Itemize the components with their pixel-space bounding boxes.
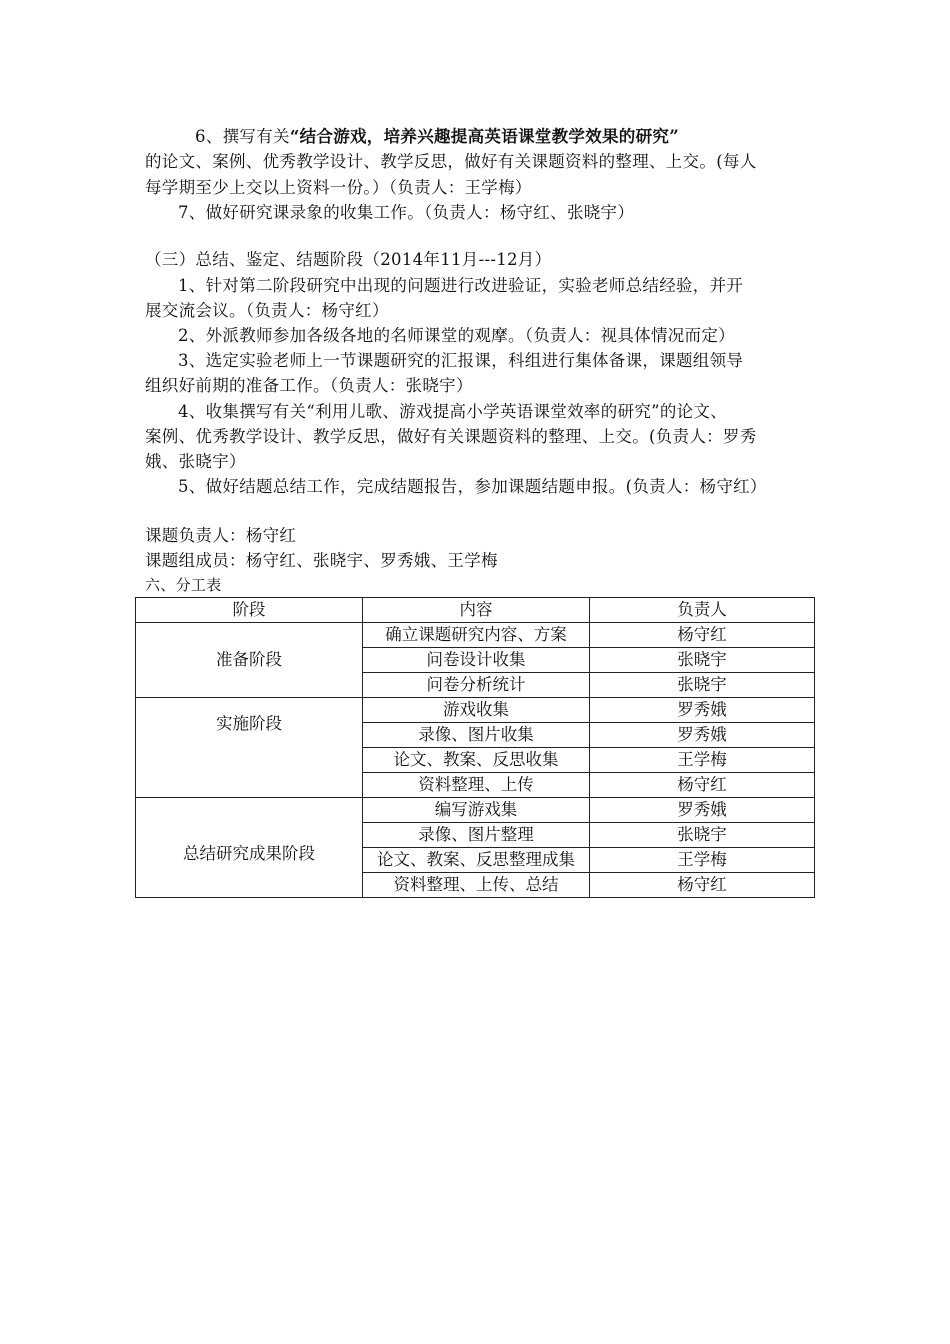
content-cell: 问卷设计收集 [363,648,590,673]
owner-cell: 罗秀娥 [590,698,815,723]
item6-line2: 的论文、案例、优秀教学设计、教学反思，做好有关课题资料的整理、上交。(每人 [145,152,757,171]
phase3-p1-line2: 展交流会议。（负责人：杨守红） [145,301,389,320]
item6-bold-title: “结合游戏，培养兴趣提高英语课堂教学效果的研究” [289,127,679,146]
table-row [136,623,815,648]
owner-cell: 杨守红 [590,773,815,798]
header-owner: 负责人 [590,598,815,623]
division-of-work-table [135,597,815,898]
project-leader: 课题负责人：杨守红 [145,526,297,545]
content-cell: 游戏收集 [363,698,590,723]
table-title: 六、分工表 [145,576,222,594]
table-row [136,798,815,823]
stage-cell: 实施阶段 [136,698,363,798]
owner-cell: 张晓宇 [590,673,815,698]
content-cell: 资料整理、上传 [363,773,590,798]
content-cell: 录像、图片收集 [363,723,590,748]
project-members: 课题组成员：杨守红、张晓宇、罗秀娥、王学梅 [145,551,498,570]
phase3-p4-line3: 娥、张晓宇） [145,452,246,471]
content-cell: 确立课题研究内容、方案 [363,623,590,648]
header-content: 内容 [363,598,590,623]
phase3-p5: 5、做好结题总结工作，完成结题报告，参加课题结题申报。(负责人：杨守红） [178,477,767,496]
content-cell: 录像、图片整理 [363,823,590,848]
item6-line3: 每学期至少上交以上资料一份。）（负责人：王学梅） [145,178,532,197]
content-cell: 编写游戏集 [363,798,590,823]
item7: 7、做好研究课录象的收集工作。（负责人：杨守红、张晓宇） [178,203,635,222]
stage-cell: 准备阶段 [136,623,363,698]
phase3-p4-line2: 案例、优秀教学设计、教学反思，做好有关课题资料的整理、上交。(负责人：罗秀 [145,427,757,446]
phase3-heading: （三）总结、鉴定、结题阶段（2014年11月---12月） [145,250,552,269]
stage-cell: 总结研究成果阶段 [136,798,363,898]
header-stage: 阶段 [136,598,363,623]
phase3-p3-line2: 组织好前期的准备工作。（负责人：张晓宇） [145,376,473,395]
owner-cell: 罗秀娥 [590,723,815,748]
owner-cell: 王学梅 [590,848,815,873]
table-row [136,698,815,723]
phase3-p3-line1: 3、选定实验老师上一节课题研究的汇报课，科组进行集体备课，课题组领导 [178,351,744,370]
content-cell: 论文、教案、反思整理成集 [363,848,590,873]
owner-cell: 罗秀娥 [590,798,815,823]
item6-prefix: 6、撰写有关 [195,127,290,146]
owner-cell: 王学梅 [590,748,815,773]
content-cell: 论文、教案、反思收集 [363,748,590,773]
owner-cell: 杨守红 [590,873,815,898]
item6-first-line [195,126,865,148]
table-header-row [136,598,815,623]
owner-cell: 杨守红 [590,623,815,648]
owner-cell: 张晓宇 [590,823,815,848]
content-cell: 问卷分析统计 [363,673,590,698]
content-cell: 资料整理、上传、总结 [363,873,590,898]
phase3-p1-line1: 1、针对第二阶段研究中出现的问题进行改进验证，实验老师总结经验，并开 [178,276,744,295]
phase3-p2: 2、外派教师参加各级各地的名师课堂的观摩。（负责人：视具体情况而定） [178,326,735,345]
phase3-p4-line1: 4、收集撰写有关“利用儿歌、游戏提高小学英语课堂效率的研究”的论文、 [178,402,728,421]
owner-cell: 张晓宇 [590,648,815,673]
